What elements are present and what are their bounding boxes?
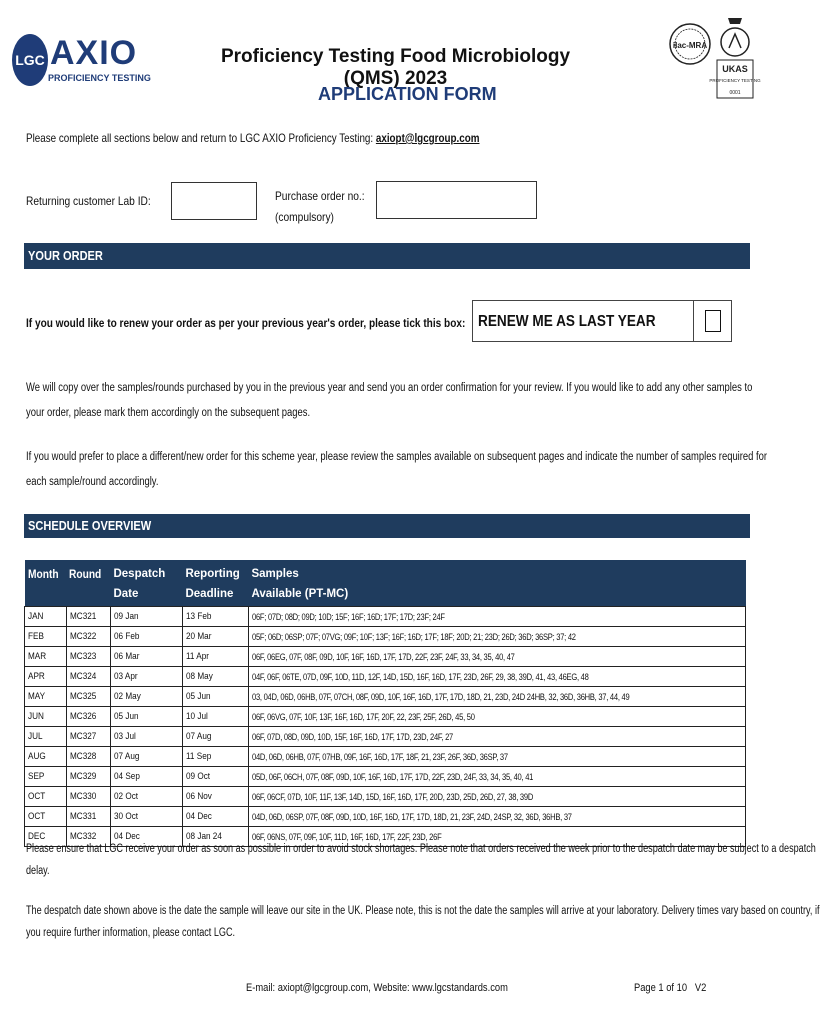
intro-text: Please complete all sections below and return to LGC AXIO Proficiency Testing: axiopt@lgcgroup.com	[26, 131, 480, 145]
cell-month: FEB	[25, 627, 67, 647]
cell-reporting-deadline: 11 Apr	[182, 647, 248, 667]
renew-prompt: If you would like to renew your order as per your previous year's order, please tick this box:	[26, 316, 466, 330]
renew-checkbox[interactable]	[693, 301, 731, 341]
cell-samples: 06F, 07D, 08D, 09D, 10D, 15F, 16F, 16D, 17F, 17D, 23D, 24F, 27	[248, 727, 745, 747]
schedule-overview-banner: SCHEDULE OVERVIEW	[24, 514, 750, 538]
table-row	[25, 607, 746, 627]
cell-samples: 06F; 07D; 08D; 09D; 10D; 15F; 16F; 16D; 17F; 17D; 23F; 24F	[248, 607, 745, 627]
col-reporting-header: Reporting Deadline	[182, 560, 248, 607]
cell-month: JAN	[25, 607, 67, 627]
table-row	[25, 727, 746, 747]
cell-samples: 04D, 06D, 06SP, 07F, 08F, 09D, 10D, 16F, 16D, 17F, 17D, 18D, 21, 23F, 24D, 24SP, 32, 36D, 36HB, 37	[248, 807, 745, 827]
cell-month: AUG	[25, 747, 67, 767]
checkbox-square-icon	[705, 310, 721, 332]
cell-samples: 04F, 06F, 06TE, 07D, 09F, 10D, 11D, 12F, 14D, 15D, 16F, 16D, 17F, 23D, 26F, 29, 38, 39D, 41, 43, 46EG, 48	[248, 667, 745, 687]
cell-month: JUN	[25, 707, 67, 727]
cell-samples: 06F, 06VG, 07F, 10F, 13F, 16F, 16D, 17F, 20F, 22, 23F, 25F, 26D, 45, 50	[248, 707, 745, 727]
despatch-date-note: The despatch date shown above is the date the sample will leave our site in the UK. Please note, this is not the date the samples will arrive at your laboratory. Delivery times vary based on country, if you require further information, please contact LGC.	[26, 905, 820, 939]
cell-round: MC326	[66, 707, 110, 727]
cell-round: MC322	[66, 627, 110, 647]
cell-round: MC331	[66, 807, 110, 827]
cell-despatch-date: 02 Oct	[110, 787, 182, 807]
ukas-accreditation-icon	[709, 14, 761, 102]
cell-despatch-date: 03 Apr	[110, 667, 182, 687]
schedule-header-row	[25, 560, 746, 607]
table-row	[25, 807, 746, 827]
lgc-logo-icon	[12, 34, 48, 86]
lab-id-label: Returning customer Lab ID:	[26, 194, 151, 208]
footer-page-number: Page 1 of 10 V2	[634, 982, 707, 994]
col-samples-header: Samples Available (PT-MC)	[248, 560, 745, 607]
renew-info-paragraph: We will copy over the samples/rounds purchased by you in the previous year and send you an order confirmation for your review. If you would like to add any other samples to your order, please mark them accordingly on the subsequent pages.	[26, 382, 753, 419]
cell-samples: 06F, 06EG, 07F, 08F, 09D, 10F, 16F, 16D, 17F, 17D, 22F, 23F, 24F, 33, 34, 35, 40, 47	[248, 647, 745, 667]
cell-reporting-deadline: 10 Jul	[182, 707, 248, 727]
cell-reporting-deadline: 08 May	[182, 667, 248, 687]
footer-contact: E-mail: axiopt@lgcgroup.com, Website: www.lgcstandards.com	[246, 982, 508, 994]
table-row	[25, 647, 746, 667]
svg-text:0001: 0001	[729, 90, 741, 96]
cell-round: MC328	[66, 747, 110, 767]
ilac-label: ilac-MRA	[672, 41, 708, 50]
cell-reporting-deadline: 04 Dec	[182, 807, 248, 827]
cell-month: MAY	[25, 687, 67, 707]
document-title: Proficiency Testing Food Microbiology (QMS) 2023	[220, 46, 571, 89]
cell-despatch-date: 02 May	[110, 687, 182, 707]
logo-subtitle: PROFICIENCY TESTING	[48, 73, 151, 83]
cell-reporting-deadline: 08 Jan 24	[182, 827, 248, 847]
lab-id-input[interactable]	[171, 182, 257, 220]
table-row	[25, 707, 746, 727]
svg-text:PROFICIENCY TESTING: PROFICIENCY TESTING	[709, 78, 761, 83]
cell-month: SEP	[25, 767, 67, 787]
cell-round: MC332	[66, 827, 110, 847]
purchase-order-input[interactable]	[376, 181, 537, 219]
cell-month: MAR	[25, 647, 67, 667]
purchase-order-label: Purchase order no.: (compulsory)	[275, 189, 365, 224]
cell-round: MC330	[66, 787, 110, 807]
cell-reporting-deadline: 07 Aug	[182, 727, 248, 747]
cell-round: MC325	[66, 687, 110, 707]
table-row	[25, 747, 746, 767]
cell-despatch-date: 04 Sep	[110, 767, 182, 787]
col-despatch-header: Despatch Date	[110, 560, 182, 607]
table-row	[25, 667, 746, 687]
document-subtitle: APPLICATION FORM	[318, 84, 497, 104]
cell-month: OCT	[25, 807, 67, 827]
logo-text: LGC	[15, 52, 45, 68]
cell-despatch-date: 06 Mar	[110, 647, 182, 667]
svg-text:UKAS: UKAS	[722, 64, 748, 74]
cell-samples: 05F; 06D; 06SP; 07F; 07VG; 09F; 10F; 13F; 16F; 16D; 17F; 18F; 20D; 21; 23D; 26D; 36D; 36SP; 37; 42	[248, 627, 745, 647]
col-round-header: Round	[66, 560, 110, 607]
renew-label: RENEW ME AS LAST YEAR	[478, 313, 656, 330]
cell-month: OCT	[25, 787, 67, 807]
cell-round: MC327	[66, 727, 110, 747]
cell-samples: 03, 04D, 06D, 06HB, 07F, 07CH, 08F, 09D, 10F, 16F, 16D, 17F, 17D, 18D, 21, 23D, 24D 24HB, 32, 36D, 36HB, 37, 44, 49	[248, 687, 745, 707]
cell-reporting-deadline: 05 Jun	[182, 687, 248, 707]
cell-despatch-date: 03 Jul	[110, 727, 182, 747]
cell-month: DEC	[25, 827, 67, 847]
cell-round: MC324	[66, 667, 110, 687]
schedule-table	[24, 560, 746, 847]
cell-round: MC323	[66, 647, 110, 667]
table-row	[25, 787, 746, 807]
table-row	[25, 767, 746, 787]
contact-email-link[interactable]: axiopt@lgcgroup.com	[375, 131, 480, 145]
renew-box	[472, 300, 732, 342]
cell-despatch-date: 04 Dec	[110, 827, 182, 847]
cell-month: APR	[25, 667, 67, 687]
cell-month: JUL	[25, 727, 67, 747]
cell-reporting-deadline: 11 Sep	[182, 747, 248, 767]
cell-samples: 06F, 06CF, 07D, 10F, 11F, 13F, 14D, 15D, 16F, 16D, 17F, 20D, 23D, 25D, 26D, 27, 38, 39D	[248, 787, 745, 807]
order-timing-note: Please ensure that LGC receive your order as soon as possible in order to avoid stock shortages. Please note that orders received the week prior to the despatch date may be subject to a despatch delay.	[26, 843, 816, 877]
table-row	[25, 627, 746, 647]
cell-samples: 05D, 06F, 06CH, 07F, 08F, 09D, 10F, 16F, 16D, 17F, 17D, 22F, 23D, 24F, 33, 34, 35, 40, 41	[248, 767, 745, 787]
col-month-header: Month	[25, 560, 67, 607]
cell-round: MC321	[66, 607, 110, 627]
cell-despatch-date: 30 Oct	[110, 807, 182, 827]
cell-reporting-deadline: 09 Oct	[182, 767, 248, 787]
your-order-banner: YOUR ORDER	[24, 243, 750, 269]
table-row	[25, 687, 746, 707]
cell-samples: 06F, 06NS, 07F, 09F, 10F, 11D, 16F, 16D, 17F, 22F, 23D, 26F	[248, 827, 745, 847]
ilac-mra-icon	[668, 14, 712, 92]
cell-reporting-deadline: 06 Nov	[182, 787, 248, 807]
cell-despatch-date: 05 Jun	[110, 707, 182, 727]
cell-samples: 04D, 06D, 06HB, 07F, 07HB, 09F, 16F, 16D, 17F, 18F, 21, 23F, 26F, 36D, 36SP, 37	[248, 747, 745, 767]
cell-despatch-date: 09 Jan	[110, 607, 182, 627]
cell-round: MC329	[66, 767, 110, 787]
cell-reporting-deadline: 13 Feb	[182, 607, 248, 627]
cell-despatch-date: 07 Aug	[110, 747, 182, 767]
new-order-paragraph: If you would prefer to place a different/new order for this scheme year, please review the samples available on subsequent pages and indicate the number of samples required for each sample/round accordingly.	[26, 451, 768, 488]
cell-reporting-deadline: 20 Mar	[182, 627, 248, 647]
cell-despatch-date: 06 Feb	[110, 627, 182, 647]
axio-logo: AXIO	[50, 34, 138, 72]
